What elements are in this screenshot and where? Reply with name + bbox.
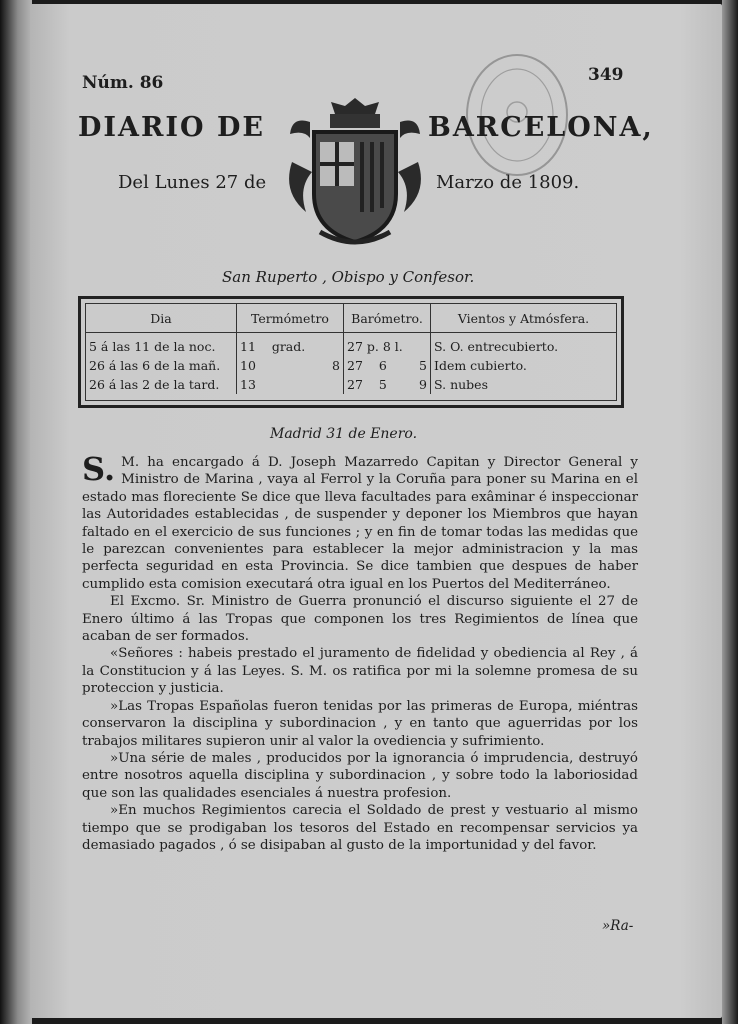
- catchword: »Ra-: [602, 918, 634, 934]
- article-paragraph: «Señores : habeis prestado el juramento de fidelidad y obediencia al Rey , á la Constitucion y á las Leyes. S. M. os ratifica por mi la solemne promesa de su proteccion y justicia.: [82, 646, 638, 697]
- article-paragraph: »Una série de males , producidos por la ignorancia ó imprudencia, destruyó entre nosotros aquella disciplina y subordinacion , y sobre todo la laboriosidad que son las qualidades esenciales á nuestra profesion.: [82, 750, 638, 801]
- article-body: [82, 450, 638, 854]
- cell-vientos: Idem cubierto.: [434, 358, 527, 373]
- cell-dia: 26 á las 2 de la tard.: [86, 375, 237, 394]
- table-row: [86, 333, 616, 357]
- column-header-vientos: Vientos y Atmósfera.: [431, 304, 617, 333]
- cell-dia: 5 á las 11 de la noc.: [86, 333, 237, 357]
- masthead-title-right: BARCELONA,: [428, 112, 654, 143]
- column-header-termometro: Termómetro: [237, 304, 344, 333]
- saint-of-day: San Ruperto , Obispo y Confesor.: [222, 268, 475, 286]
- article-dateline: Madrid 31 de Enero.: [270, 426, 418, 442]
- cell-vientos: S. nubes: [434, 377, 488, 392]
- masthead-title-left: DIARIO DE: [78, 112, 265, 143]
- table-row: [86, 375, 616, 394]
- article-paragraph: »Las Tropas Españolas fueron tenidas por las primeras de Europa, miéntras conservaron la disciplina y subordinacion , y en tanto que aguerridas por los trabajos militares supieron unir al valor la ovediencia y sufrimiento.: [82, 698, 638, 749]
- date-left: Del Lunes 27 de: [118, 172, 267, 193]
- cell-vientos: S. O. entrecubierto.: [434, 339, 559, 354]
- column-header-barometro: Barómetro.: [344, 304, 431, 333]
- weather-table: [78, 296, 624, 408]
- book-gutter: [0, 0, 32, 1024]
- article-paragraph: El Excmo. Sr. Ministro de Guerra pronunció el discurso siguiente el 27 de Enero último á las Tropas que componen los tres Regimientos de línea que acaban de ser formados.: [82, 594, 638, 645]
- date-right: Marzo de 1809.: [436, 172, 580, 193]
- cell-baro-points: 9: [419, 377, 427, 392]
- page-number: 349: [588, 65, 624, 85]
- cell-baro-lines: 5: [378, 377, 387, 392]
- paragraph-text: M. ha encargado á D. Joseph Mazarredo Capitan y Director General y Ministro de Marina , vaya al Ferrol y la Coruña para poner su Marina en el estado mas floreciente Se dice que lleva facultades para exâminar é inspeccionar las Autoridades establecidas , de suspender y deponer los Miembros que hayan faltado en el exercicio de sus funciones ; y en fin de tomar todas las medidas que le parezcan convenientes para establecer la mejor administracion y la mas perfecta seguridad en esta Provincia. Se dice tambien que despues de haber cumplido esta comision executará otra igual en los Puertos del Mediterráneo.: [82, 455, 638, 592]
- page-edge: [722, 0, 738, 1024]
- cell-term: 11: [240, 339, 256, 354]
- article-paragraph: »En muchos Regimientos carecia el Soldado de prest y vestuario al mismo tiempo que se prodigaban los tesoros del Estado en recompensar servicios ya demasiado pagados , ó se disipaban al gusto de la importunidad y del favor.: [82, 803, 638, 853]
- cell-baro-points: 5: [419, 358, 427, 373]
- cell-baro-lines: 8 l.: [382, 339, 403, 354]
- cell-term-fraction: 8: [332, 358, 340, 373]
- cell-term-unit: grad.: [271, 339, 306, 354]
- drop-cap: S.: [82, 450, 116, 488]
- cell-term: 13: [240, 377, 256, 392]
- column-header-dia: Dia: [86, 304, 237, 333]
- table-row: [86, 356, 616, 375]
- cell-baro-lines: 6: [378, 358, 387, 373]
- cell-dia: 26 á las 6 de la mañ.: [86, 356, 237, 375]
- cell-term: 10: [240, 358, 256, 373]
- coat-of-arms-icon: [280, 92, 430, 252]
- cell-baro: 27 p.: [347, 339, 379, 354]
- cell-baro: 27: [347, 358, 363, 373]
- issue-number: Núm. 86: [82, 73, 164, 93]
- cell-baro: 27: [347, 377, 363, 392]
- article-paragraph: [82, 450, 638, 593]
